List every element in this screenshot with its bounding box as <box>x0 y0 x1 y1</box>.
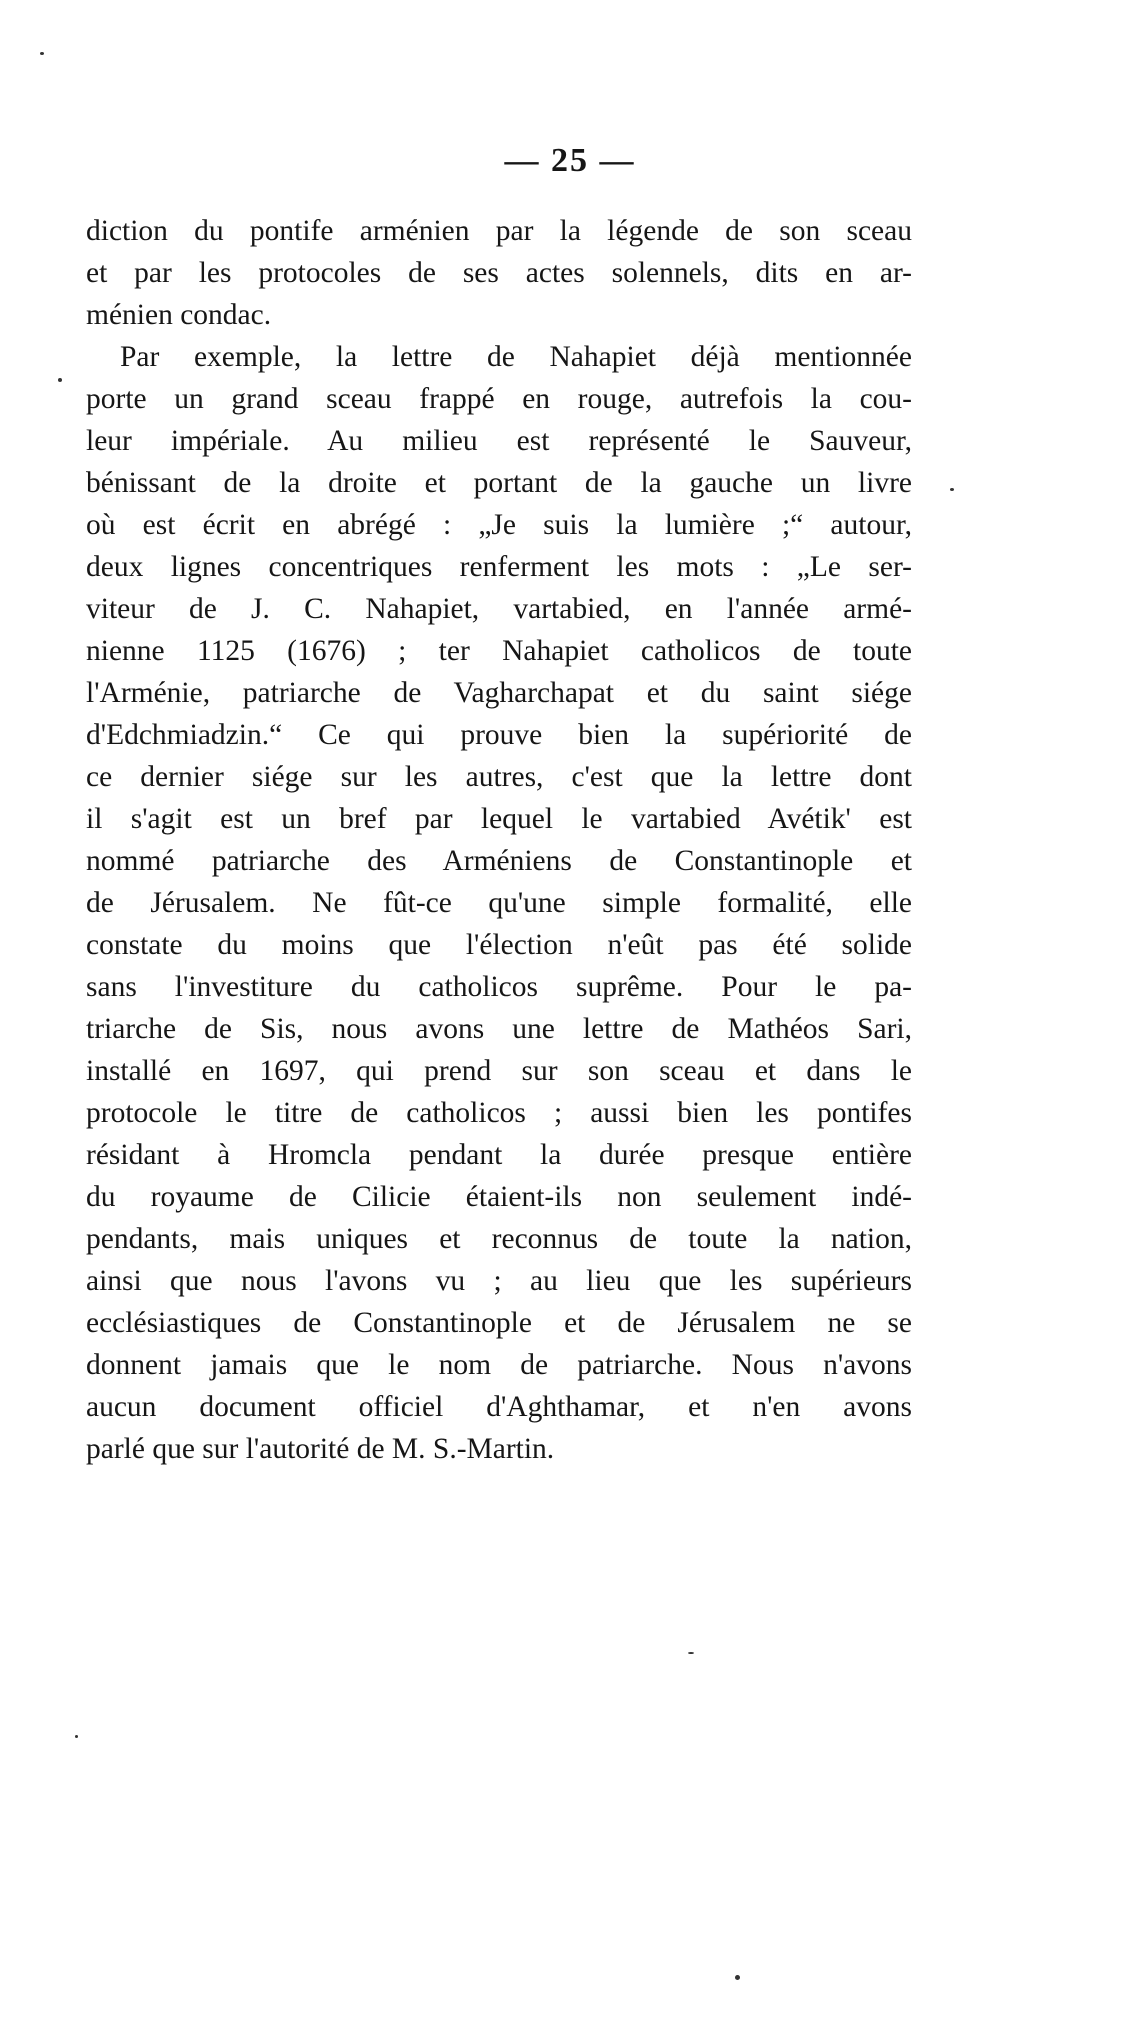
text-line: aucun document officiel d'Aghthamar, et n'en avons <box>86 1391 912 1423</box>
text-line: sans l'investiture du catholicos suprême. Pour le pa- <box>86 971 912 1003</box>
text-line: deux lignes concentriques renferment les mots : „Le ser- <box>86 551 912 583</box>
page-number: — 25 — <box>504 142 636 179</box>
text-line: du royaume de Cilicie étaient-ils non seulement indé- <box>86 1181 912 1213</box>
paragraph-start-line: Par exemple, la lettre de Nahapiet déjà mentionnée <box>120 341 912 373</box>
scan-speck <box>950 488 954 491</box>
text-line: résidant à Hromcla pendant la durée presque entière <box>86 1139 912 1171</box>
text-line: parlé que sur l'autorité de M. S.-Martin. <box>86 1433 555 1465</box>
text-line: installé en 1697, qui prend sur son sceau et dans le <box>86 1055 912 1087</box>
scan-speck <box>40 52 44 55</box>
text-line: ainsi que nous l'avons vu ; au lieu que les supérieurs <box>86 1265 912 1297</box>
body-text <box>86 210 912 1470</box>
text-line: de Jérusalem. Ne fût-ce qu'une simple formalité, elle <box>86 887 912 919</box>
text-line: protocole le titre de catholicos ; aussi bien les pontifes <box>86 1097 912 1129</box>
text-line: triarche de Sis, nous avons une lettre de Mathéos Sari, <box>86 1013 912 1045</box>
text-line: l'Arménie, patriarche de Vagharchapat et du saint siége <box>86 677 912 709</box>
text-line: porte un grand sceau frappé en rouge, autrefois la cou- <box>86 383 912 415</box>
text-line: et par les protocoles de ses actes solennels, dits en ar- <box>86 257 912 289</box>
text-line: constate du moins que l'élection n'eût pas été solide <box>86 929 912 961</box>
text-line: leur impériale. Au milieu est représenté le Sauveur, <box>86 425 912 457</box>
text-line: ecclésiastiques de Constantinople et de Jérusalem ne se <box>86 1307 912 1339</box>
scan-speck <box>58 378 62 382</box>
scan-speck <box>688 1652 694 1654</box>
text-line: diction du pontife arménien par la légende de son sceau <box>86 215 912 247</box>
scan-speck <box>735 1975 740 1980</box>
text-line: nienne 1125 (1676) ; ter Nahapiet catholicos de toute <box>86 635 912 667</box>
text-line: d'Edchmiadzin.“ Ce qui prouve bien la supériorité de <box>86 719 912 751</box>
text-line: viteur de J. C. Nahapiet, vartabied, en l'année armé- <box>86 593 912 625</box>
text-line: il s'agit est un bref par lequel le vartabied Avétik' est <box>86 803 912 835</box>
text-line: nommé patriarche des Arméniens de Constantinople et <box>86 845 912 877</box>
text-line: donnent jamais que le nom de patriarche. Nous n'avons <box>86 1349 912 1381</box>
text-line: où est écrit en abrégé : „Je suis la lumière ;“ autour, <box>86 509 912 541</box>
text-line: ménien condac. <box>86 299 272 331</box>
scan-speck <box>75 1735 78 1738</box>
text-line: pendants, mais uniques et reconnus de toute la nation, <box>86 1223 912 1255</box>
text-line: bénissant de la droite et portant de la gauche un livre <box>86 467 912 499</box>
text-line: ce dernier siége sur les autres, c'est que la lettre dont <box>86 761 912 793</box>
